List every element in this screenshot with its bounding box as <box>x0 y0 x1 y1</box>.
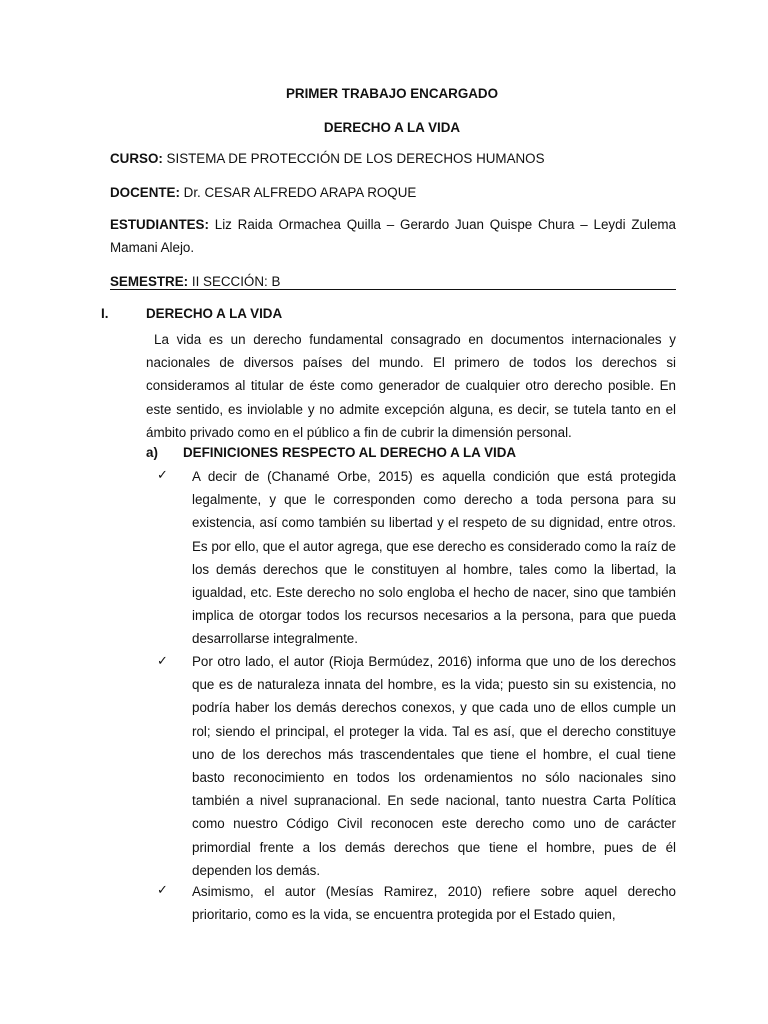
docente-label: DOCENTE: <box>110 185 180 200</box>
docente-value: Dr. CESAR ALFREDO ARAPA ROQUE <box>179 185 417 200</box>
estudiantes-line <box>110 213 676 259</box>
docente-line <box>110 181 676 204</box>
definition-bullet-1: A decir de (Chanamé Orbe, 2015) es aquella condición que está protegida legalmente, y que le corresponden como derecho a toda persona para su existencia, así como también su libertad y el respeto de su dignidad, entre otros. Es por ello, que el autor agrega, que ese derecho es considerado como la raíz de los demás derechos que le constituyen al hombre, tales como la libertad, la igualdad, etc. Este derecho no solo engloba el hecho de nacer, sino que también implica de otorgar todos los recursos necesarios a la persona, para que pueda desarrollarse integralmente. <box>192 469 676 647</box>
estudiantes-value: Liz Raida Ormachea Quilla – Gerardo Juan Quispe Chura – Leydi Zulema Mamani Alejo. <box>110 217 676 255</box>
estudiantes-label: ESTUDIANTES: <box>110 217 209 232</box>
section-number: I. <box>101 306 109 321</box>
checkmark-icon: ✓ <box>157 882 168 897</box>
document-subtitle: DERECHO A LA VIDA <box>323 120 461 135</box>
subsection-title: DEFINICIONES RESPECTO AL DERECHO A LA VIDA <box>183 445 517 460</box>
definition-bullet-3: Asimismo, el autor (Mesías Ramirez, 2010) refiere sobre aquel derecho prioritario, como es la vida, se encuentra protegida por el Estado quien, <box>192 884 676 923</box>
semestre-label: SEMESTRE: <box>110 274 189 289</box>
checkmark-icon: ✓ <box>157 467 168 482</box>
curso-label: CURSO: <box>110 151 163 166</box>
checkmark-icon: ✓ <box>157 653 168 668</box>
curso-line <box>110 147 676 170</box>
semestre-value: II SECCIÓN: B <box>188 274 281 289</box>
header-divider <box>110 289 676 290</box>
definition-bullet-2: Por otro lado, el autor (Rioja Bermúdez, 2016) informa que uno de los derechos que es de naturaleza innata del hombre, es la vida; puesto sin su existencia, no podría haber los demás derechos conexos, y que cada uno de ellos cumple un rol; siendo el principal, el proteger la vida. Tal es así, que el derecho constituye uno de los derechos más trascendentales que tiene el hombre, el cual tiene basto reconocimiento en todos los ordenamientos no sólo nacionales sino también a nivel supranacional. En sede nacional, tanto nuestra Carta Política como nuestro Código Civil reconocen este derecho como uno de carácter primordial frente a los demás derechos que tiene el hombre, pues de él dependen los demás. <box>192 654 676 878</box>
subsection-number: a) <box>146 445 158 460</box>
section-title: DERECHO A LA VIDA <box>146 306 283 321</box>
document-title: PRIMER TRABAJO ENCARGADO <box>285 86 499 101</box>
section-intro-paragraph: La vida es un derecho fundamental consagrado en documentos internacionales y nacionales de diversos países del mundo. El primero de todos los derechos si consideramos al titular de éste como generador de cualquier otro derecho posible. En este sentido, es inviolable y no admite excepción alguna, es decir, se tutela tanto en el ámbito privado como en el público a fin de cubrir la dimensión personal. <box>146 332 676 440</box>
curso-value: SISTEMA DE PROTECCIÓN DE LOS DERECHOS HUMANOS <box>162 151 545 166</box>
